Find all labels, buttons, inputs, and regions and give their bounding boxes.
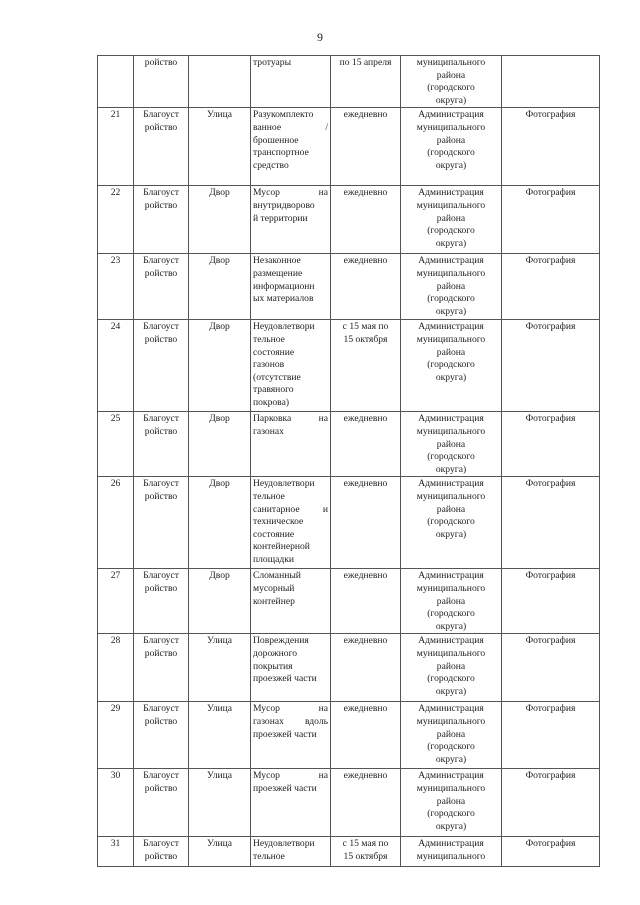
text-line (253, 413, 328, 426)
row-number-cell: 23 (98, 254, 134, 320)
text-word: / (325, 121, 328, 133)
period-cell (331, 477, 401, 569)
row-number-cell: 21 (98, 108, 134, 186)
text-line: размещение (253, 267, 303, 279)
table-row (98, 702, 600, 769)
text-line: округа) (435, 159, 467, 171)
category-cell (134, 837, 189, 867)
table-row (98, 186, 600, 254)
text-line: муниципального (416, 57, 486, 68)
text-line: Администрация (418, 635, 484, 647)
object-cell (189, 569, 251, 634)
text-line: транспортное (253, 147, 309, 159)
text-line: по 15 апреля (339, 57, 392, 68)
row-number-cell: 31 (98, 837, 134, 867)
text-line: района (436, 595, 466, 607)
text-line: ежедневно (343, 478, 388, 490)
text-line: округа) (435, 463, 467, 475)
responsible-cell (401, 634, 502, 702)
violation-cell (251, 634, 331, 702)
text-line: округа) (435, 820, 467, 832)
violation-cell (251, 837, 331, 867)
text-line: брошенное (253, 134, 299, 146)
text-line: площадки (253, 553, 295, 565)
text-line: Фотография (525, 703, 576, 715)
text-line: Двор (209, 413, 230, 425)
text-line: Благоуст (143, 478, 179, 490)
text-line: Неудовлетвори (253, 478, 315, 490)
text-line: Фотография (525, 109, 576, 121)
text-line: покрова) (253, 396, 290, 408)
text-line: тротуары (253, 57, 292, 68)
text-line: с 15 мая по (342, 321, 389, 333)
text-line: Благоуст (143, 109, 179, 121)
text-line: округа) (435, 237, 467, 249)
text-line: Фотография (525, 255, 576, 267)
text-line: района (436, 280, 466, 292)
text-line: Администрация (418, 478, 484, 490)
proof-cell (502, 837, 600, 867)
table-row (98, 320, 600, 412)
text-line: й территории (253, 212, 308, 224)
text-line: контейнер (253, 595, 295, 607)
period-cell (331, 186, 401, 254)
period-cell (331, 769, 401, 837)
responsible-cell (401, 186, 502, 254)
text-line: ройство (144, 850, 178, 862)
text-line: (городского (427, 741, 475, 753)
text-line: Фотография (525, 570, 576, 582)
text-line: района (436, 795, 466, 807)
category-cell (134, 186, 189, 254)
violation-cell (251, 56, 331, 108)
text-line: Двор (209, 255, 230, 267)
text-line: Администрация (418, 187, 484, 199)
text-line: Повреждения (253, 635, 309, 647)
text-line: ежедневно (343, 255, 388, 267)
responsible-cell (401, 477, 502, 569)
text-line (253, 716, 328, 729)
text-line: округа) (435, 620, 467, 632)
text-line: Благоуст (143, 703, 179, 715)
responsible-cell (401, 108, 502, 186)
object-cell (189, 412, 251, 477)
text-line: (городского (427, 608, 475, 620)
object-cell (189, 702, 251, 769)
text-line: покрытия (253, 660, 293, 672)
text-line: проезжей части (253, 673, 317, 685)
table-row (98, 254, 600, 320)
text-line: ройство (144, 267, 178, 279)
text-line: средство (253, 159, 289, 171)
text-line: района (436, 438, 466, 450)
text-line: газонов (253, 359, 285, 371)
object-cell (189, 108, 251, 186)
text-line: района (436, 134, 466, 146)
text-line: ройство (144, 333, 178, 345)
table-row (98, 769, 600, 837)
proof-cell (502, 477, 600, 569)
text-word: Мусор (253, 187, 280, 199)
row-number-cell (98, 56, 134, 108)
text-line: Двор (209, 187, 230, 199)
text-line: Фотография (525, 187, 576, 199)
text-line: округа) (435, 753, 467, 765)
text-line: (городского (427, 293, 475, 305)
text-line: Фотография (525, 838, 576, 850)
text-line: Администрация (418, 570, 484, 582)
text-line: ежедневно (343, 770, 388, 782)
proof-cell (502, 108, 600, 186)
text-line: Благоуст (143, 770, 179, 782)
text-line: муниципального (416, 647, 486, 659)
text-line: муниципального (416, 782, 486, 794)
text-line: тельное (253, 490, 285, 502)
text-line: Благоуст (143, 187, 179, 199)
text-line: Фотография (525, 770, 576, 782)
text-line: Улица (206, 635, 233, 647)
period-cell (331, 56, 401, 108)
proof-cell (502, 56, 600, 108)
text-line: с 15 мая по (342, 838, 389, 850)
text-line: (городского (427, 808, 475, 820)
text-word: на (318, 770, 328, 782)
proof-cell (502, 186, 600, 254)
violation-cell (251, 769, 331, 837)
proof-cell (502, 569, 600, 634)
text-line: муниципального (416, 715, 486, 727)
text-line: ройство (144, 782, 178, 794)
text-line: мусорный (253, 582, 295, 594)
text-line: округа) (435, 94, 467, 106)
text-word: Парковка (253, 413, 292, 425)
period-cell (331, 108, 401, 186)
text-line: состояние (253, 528, 295, 540)
page-number: 9 (317, 30, 323, 44)
violation-cell (251, 477, 331, 569)
text-word: и (322, 503, 328, 515)
violation-cell (251, 569, 331, 634)
text-line: тельное (253, 333, 285, 345)
text-line: ежедневно (343, 187, 388, 199)
text-line: (городского (427, 516, 475, 528)
period-cell (331, 702, 401, 769)
responsible-cell (401, 837, 502, 867)
text-line: 15 октября (343, 850, 388, 862)
object-cell (189, 186, 251, 254)
text-line: ройство (144, 121, 178, 133)
text-line: муниципального (416, 199, 486, 211)
violation-cell (251, 412, 331, 477)
text-line: Благоуст (143, 255, 179, 267)
row-number-cell: 24 (98, 320, 134, 412)
text-line: Улица (206, 703, 233, 715)
text-line: Администрация (418, 838, 484, 850)
category-cell (134, 56, 189, 108)
category-cell (134, 634, 189, 702)
period-cell (331, 837, 401, 867)
proof-cell (502, 769, 600, 837)
text-line: Фотография (525, 635, 576, 647)
table-row (98, 56, 600, 108)
text-line: Улица (206, 838, 233, 850)
text-line: Двор (209, 570, 230, 582)
violation-cell (251, 108, 331, 186)
text-line: (отсутствие (253, 371, 301, 383)
text-line: травяного (253, 384, 294, 396)
text-word: Мусор (253, 770, 280, 782)
table-row (98, 108, 600, 186)
responsible-cell (401, 320, 502, 412)
row-number-cell: 29 (98, 702, 134, 769)
text-line: ежедневно (343, 109, 388, 121)
responsible-cell (401, 702, 502, 769)
text-line: района (436, 212, 466, 224)
text-line: тельное (253, 850, 285, 862)
responsible-cell (401, 769, 502, 837)
text-line: внутридворово (253, 199, 315, 211)
text-line: района (436, 503, 466, 515)
text-line: дорожного (253, 647, 298, 659)
text-line: проезжей части (253, 782, 317, 794)
text-line: Улица (206, 109, 233, 121)
text-line: (городского (427, 673, 475, 685)
text-line: Администрация (418, 255, 484, 267)
row-number-cell: 30 (98, 769, 134, 837)
category-cell (134, 477, 189, 569)
period-cell (331, 254, 401, 320)
text-line: Благоуст (143, 413, 179, 425)
text-line: Администрация (418, 413, 484, 425)
proof-cell (502, 254, 600, 320)
responsible-cell (401, 569, 502, 634)
text-line: газонах (253, 425, 284, 437)
text-line: муниципального (416, 333, 486, 345)
text-line: муниципального (416, 490, 486, 502)
text-line: ых материалов (253, 293, 314, 305)
text-word: санитарное (253, 503, 300, 515)
violation-cell (251, 254, 331, 320)
table-body (98, 56, 600, 867)
object-cell (189, 320, 251, 412)
text-line: ройство (144, 425, 178, 437)
text-line: Благоуст (143, 635, 179, 647)
text-line: техническое (253, 516, 304, 528)
text-line: состояние (253, 346, 295, 358)
responsible-cell (401, 254, 502, 320)
object-cell (189, 837, 251, 867)
period-cell (331, 569, 401, 634)
text-line: Двор (209, 321, 230, 333)
category-cell (134, 108, 189, 186)
text-line: округа) (435, 528, 467, 540)
text-line: Фотография (525, 321, 576, 333)
violation-cell (251, 320, 331, 412)
text-line: Администрация (418, 109, 484, 121)
text-line: Незаконное (253, 255, 301, 267)
text-line: ежедневно (343, 703, 388, 715)
object-cell (189, 769, 251, 837)
text-line: (городского (427, 82, 475, 94)
text-line: района (436, 728, 466, 740)
proof-cell (502, 702, 600, 769)
text-line (253, 703, 328, 716)
text-line: (городского (427, 359, 475, 371)
text-line: Неудовлетвори (253, 321, 315, 333)
text-line: ройство (144, 490, 178, 502)
row-number-cell: 26 (98, 477, 134, 569)
text-line: ройство (144, 582, 178, 594)
text-line: ежедневно (343, 413, 388, 425)
text-line: муниципального (416, 582, 486, 594)
text-line: Благоуст (143, 570, 179, 582)
table-row (98, 837, 600, 867)
table-row (98, 477, 600, 569)
object-cell (189, 56, 251, 108)
row-number-cell: 25 (98, 412, 134, 477)
text-line: Администрация (418, 703, 484, 715)
object-cell (189, 254, 251, 320)
text-line: контейнерной (253, 541, 310, 553)
text-line: округа) (435, 371, 467, 383)
text-line: ежедневно (343, 570, 388, 582)
category-cell (134, 254, 189, 320)
text-line: ежедневно (343, 635, 388, 647)
proof-cell (502, 634, 600, 702)
period-cell (331, 634, 401, 702)
text-line: Фотография (525, 413, 576, 425)
text-line (253, 122, 328, 135)
text-line: Администрация (418, 770, 484, 782)
period-cell (331, 320, 401, 412)
text-word: на (318, 413, 328, 425)
text-line: муниципального (416, 121, 486, 133)
text-line: проезжей части (253, 728, 317, 740)
responsible-cell (401, 412, 502, 477)
text-line: Администрация (418, 321, 484, 333)
category-cell (134, 320, 189, 412)
text-line: (городского (427, 451, 475, 463)
text-word: на (318, 703, 328, 715)
violation-cell (251, 702, 331, 769)
category-cell (134, 702, 189, 769)
text-line: (городского (427, 147, 475, 159)
object-cell (189, 634, 251, 702)
text-line: Благоуст (143, 838, 179, 850)
text-line: Сломанный (253, 570, 301, 582)
text-line: ройство (144, 647, 178, 659)
category-cell (134, 769, 189, 837)
text-line: ройство (144, 199, 178, 211)
row-number-cell: 27 (98, 569, 134, 634)
text-word: на (318, 187, 328, 199)
category-cell (134, 569, 189, 634)
period-cell (331, 412, 401, 477)
text-line: муниципального (416, 425, 486, 437)
text-line (253, 187, 328, 200)
text-line: ройство (144, 57, 178, 68)
text-line: Двор (209, 478, 230, 490)
text-line: информационн (253, 280, 315, 292)
proof-cell (502, 412, 600, 477)
text-line: Неудовлетвори (253, 838, 315, 850)
text-line: района (436, 346, 466, 358)
row-number-cell: 28 (98, 634, 134, 702)
text-line: муниципального (416, 850, 486, 862)
table-row (98, 412, 600, 477)
text-line: ройство (144, 715, 178, 727)
text-line: округа) (435, 685, 467, 697)
text-line: Благоуст (143, 321, 179, 333)
text-line: Разукомплекто (253, 109, 314, 121)
row-number-cell: 22 (98, 186, 134, 254)
table-row (98, 569, 600, 634)
text-word: Мусор (253, 703, 280, 715)
text-line: округа) (435, 305, 467, 317)
proof-cell (502, 320, 600, 412)
text-word: ванное (253, 121, 282, 133)
text-line: Фотография (525, 478, 576, 490)
text-line: района (436, 660, 466, 672)
violation-cell (251, 186, 331, 254)
object-cell (189, 477, 251, 569)
text-line: муниципального (416, 267, 486, 279)
text-line: 15 октября (343, 333, 388, 345)
violations-table (97, 55, 600, 867)
text-line (253, 770, 328, 783)
text-word: вдоль (304, 715, 328, 727)
text-line (253, 504, 328, 517)
text-line: Улица (206, 770, 233, 782)
text-line: (городского (427, 225, 475, 237)
table-row (98, 634, 600, 702)
text-word: газонах (253, 715, 284, 727)
text-line: района (436, 69, 466, 81)
category-cell (134, 412, 189, 477)
responsible-cell (401, 56, 502, 108)
